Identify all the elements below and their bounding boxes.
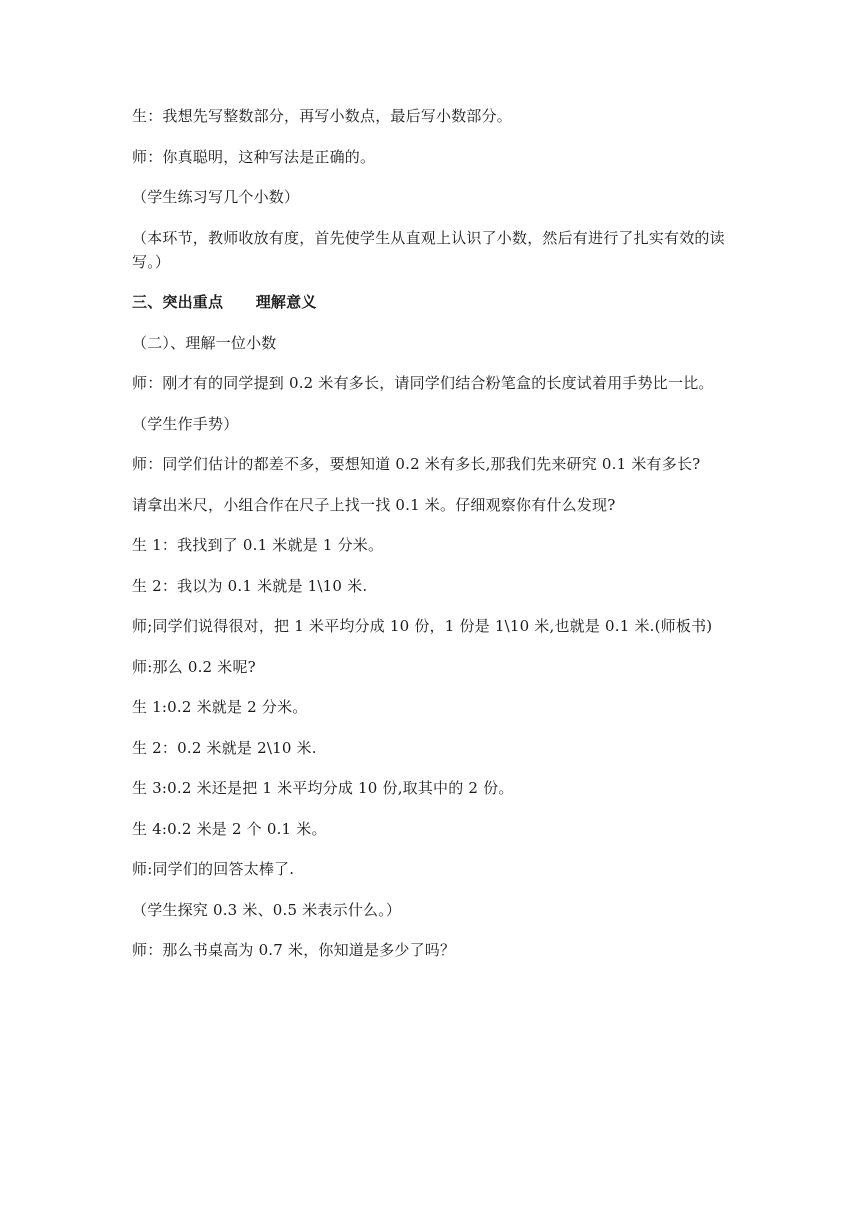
paragraph: 师;同学们说得很对，把 1 米平均分成 10 份，1 份是 1\10 米,也就是 0.1 米.(师板书) [132,617,713,635]
paragraph: 师：同学们估计的都差不多，要想知道 0.2 米有多长,那我们先来研究 0.1 米有多长? [132,455,701,473]
paragraph: 生 4:0.2 米是 2 个 0.1 米。 [132,819,327,838]
paragraph: 师:同学们的回答太棒了. [132,860,295,878]
paragraph: （学生探究 0.3 米、0.5 米表示什么。） [132,900,402,919]
section-heading: 三、突出重点 理解意义 [132,293,317,311]
paragraph: （学生练习写几个小数） [132,188,300,206]
document-body [132,104,732,979]
paragraph: 请拿出米尺，小组合作在尺子上找一找 0.1 米。仔细观察你有什么发现? [132,495,616,514]
paragraph: 生 1：我找到了 0.1 米就是 1 分米。 [132,536,384,554]
paragraph: 生 3:0.2 米还是把 1 米平均分成 10 份,取其中的 2 份。 [132,779,514,797]
paragraph: 生 2：我以为 0.1 米就是 1\10 米. [132,576,368,595]
paragraph: （本环节，教师收放有度，首先使学生从直观上认识了小数，然后有进行了扎实有效的读写。） [132,228,725,271]
paragraph: 生 2：0.2 米就是 2\10 米. [132,738,317,757]
paragraph: 师：刚才有的同学提到 0.2 米有多长，请同学们结合粉笔盒的长度试着用手势比一比。 [132,374,714,392]
paragraph: （学生作手势） [132,414,239,433]
paragraph: 师:那么 0.2 米呢? [132,657,256,676]
paragraph: 师：你真聪明，这种写法是正确的。 [132,147,376,166]
paragraph: 师：那么书桌高为 0.7 米，你知道是多少了吗？ [132,941,456,959]
paragraph: 生 1:0.2 米就是 2 分米。 [132,698,308,716]
paragraph: 生：我想先写整数部分，再写小数点，最后写小数部分。 [132,107,513,125]
subsection-heading: （二）、理解一位小数 [132,333,277,352]
